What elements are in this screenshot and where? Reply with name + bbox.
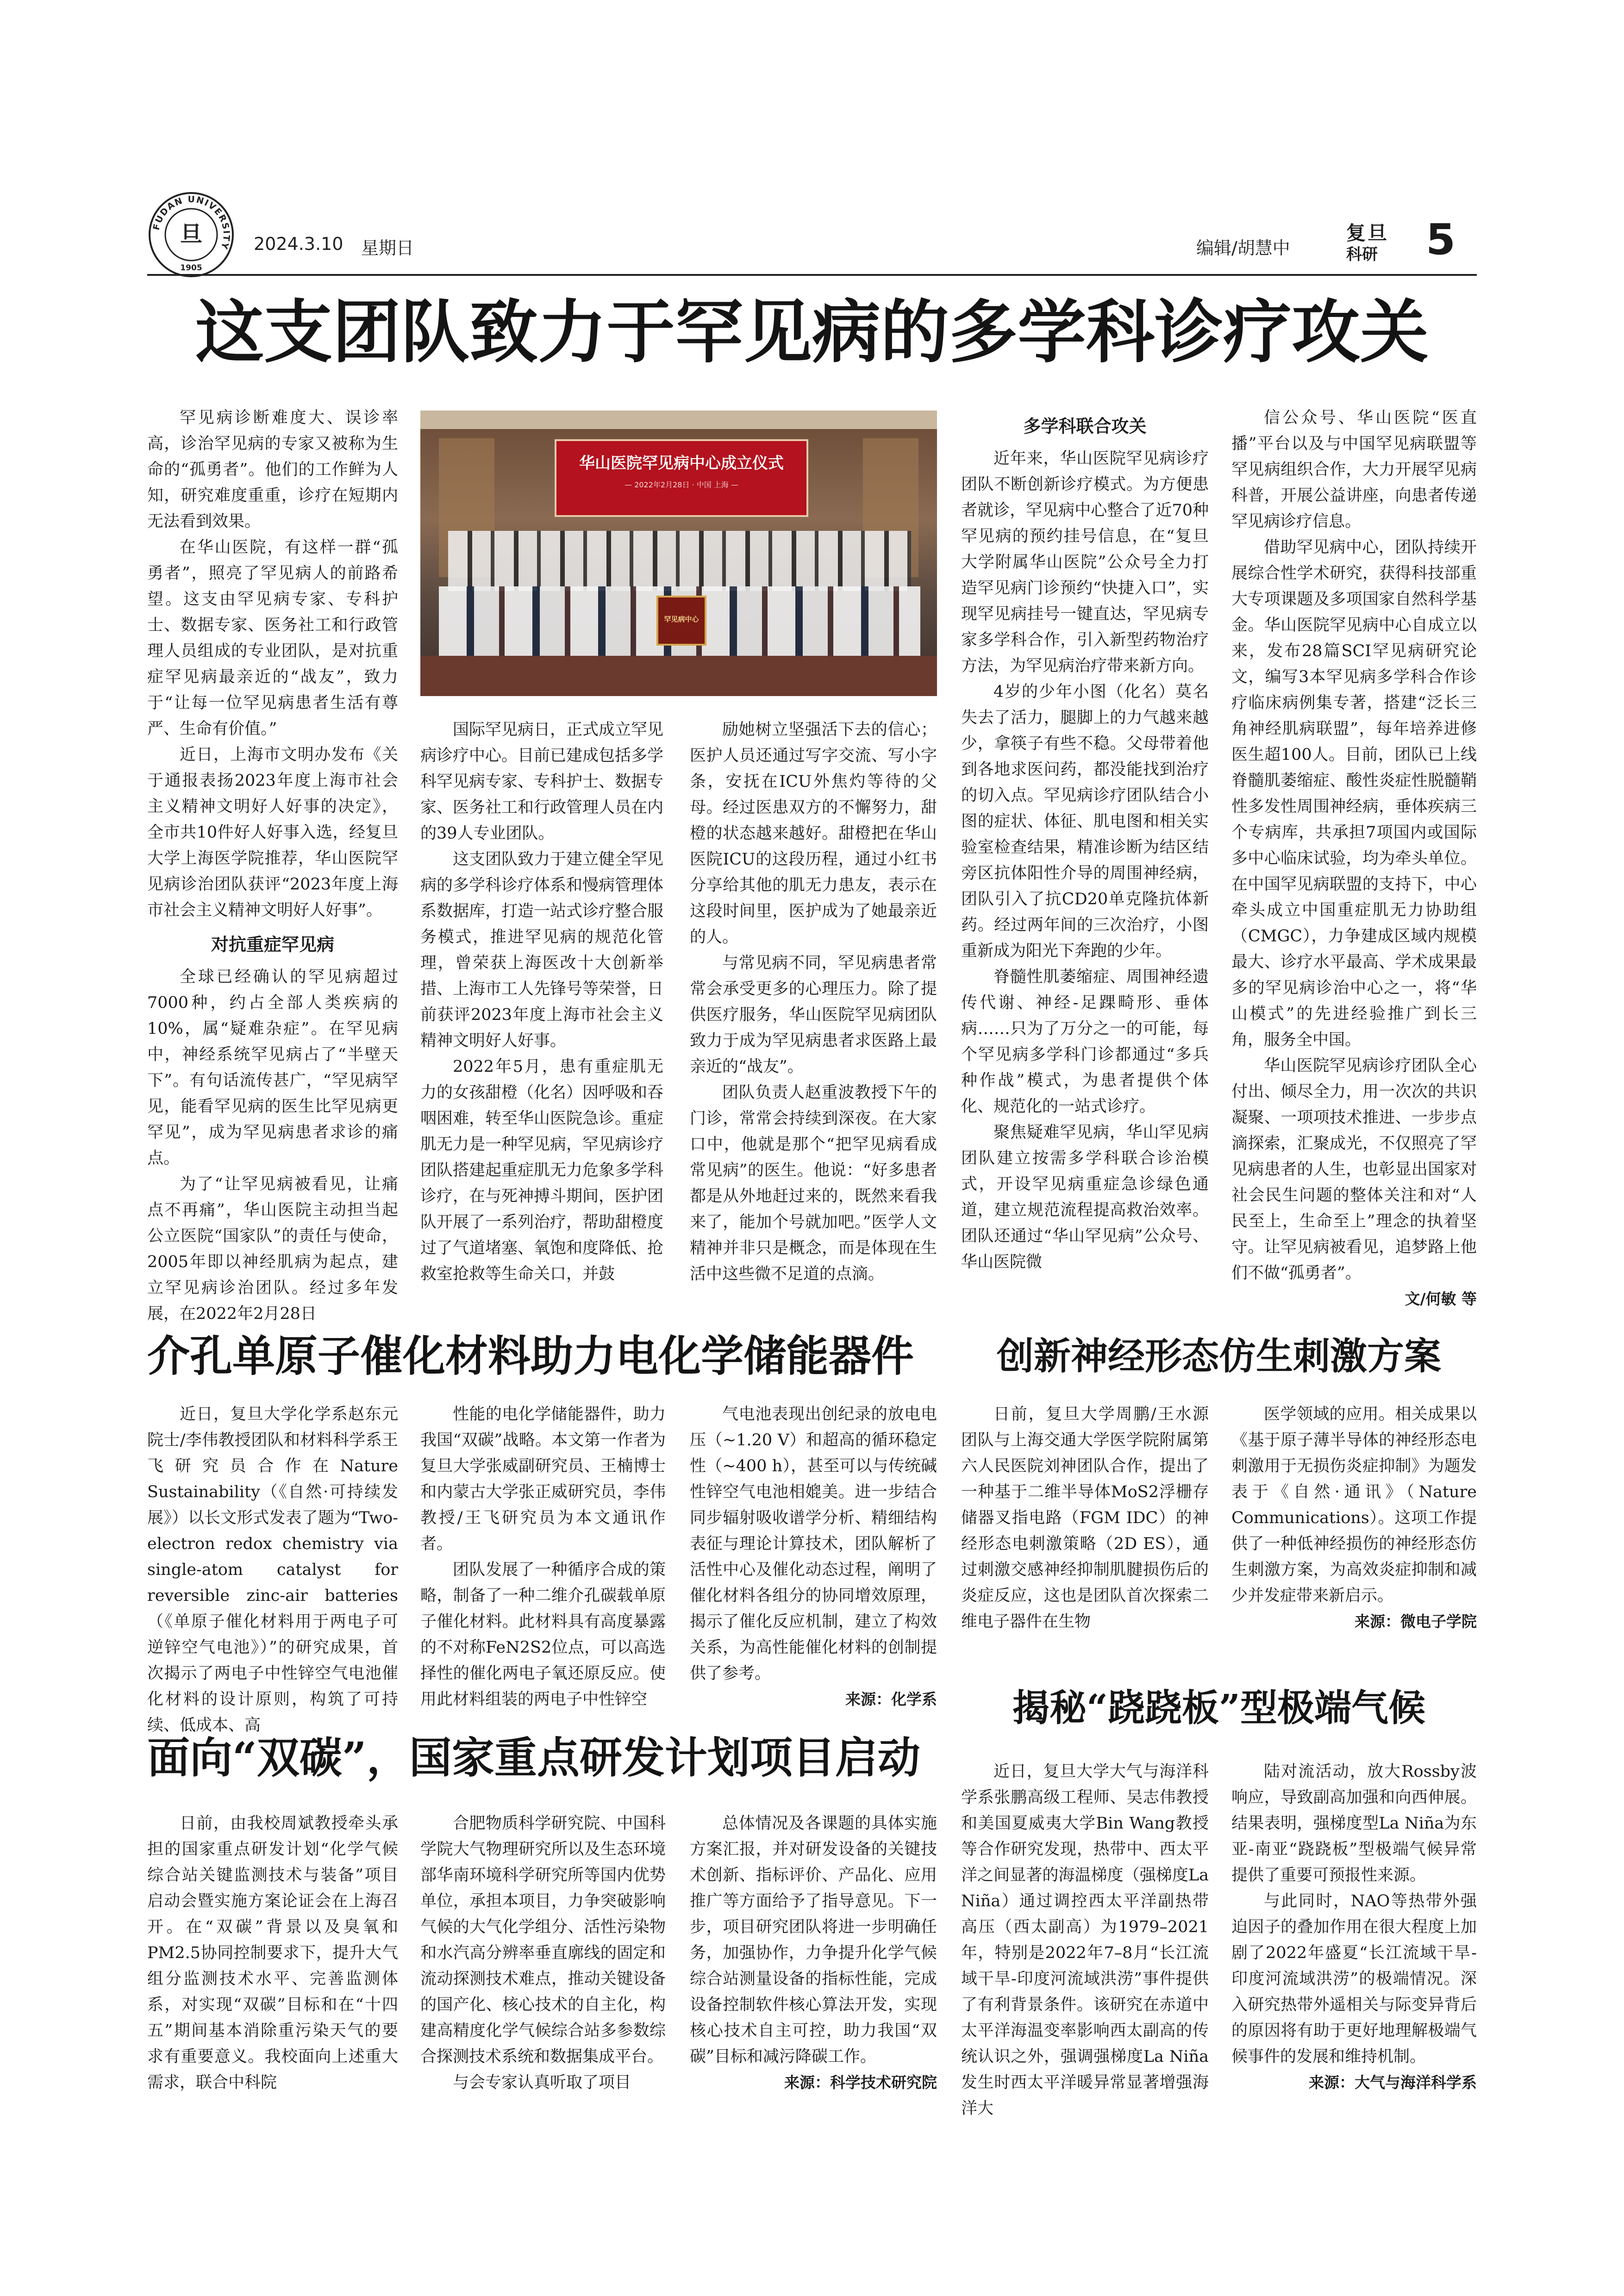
header-rule [147, 274, 1477, 276]
article-column [690, 1811, 937, 2096]
lead-paragraph: 团队负责人赵重波教授下午的门诊，常常会持续到深夜。在大家口中，他就是那个“把罕见病看成常见病”的医生。他说：“好多患者都是从外地赶过来的，既然来看我来了，能加个号就加吧。”医学人文精神并非只是概念，而是体现在生活中这些微不足道的点滴。 [690, 1083, 937, 1283]
lead-paragraph: 这支团队致力于建立健全罕见病的多学科诊疗体系和慢病管理体系数据库，打造一站式诊疗整合服务模式，推进罕见病的规范化管理，曾荣获上海医改十大创新举措、上海市工人先锋号等荣誉，日前获评2023年度上海市社会主义精神文明好人好事。 [420, 850, 664, 1050]
article-column [147, 1401, 398, 1738]
lead-paragraph: 4岁的少年小图（化名）莫名失去了活力，腿脚上的力气越来越少，拿筷子有些不稳。父母带着他到各地求医问药，都没能找到治疗的切入点。罕见病诊疗团队结合小图的症状、体征、肌电图和相关实验室检查结果，精准诊断为结区结旁区抗体阳性介导的周围神经病，团队引入了抗CD20单克隆抗体新药。经过两年间的三次治疗，小图重新成为阳光下奔跑的少年。 [961, 683, 1209, 960]
article-headline: 创新神经形态仿生刺激方案 [997, 1334, 1441, 1378]
lead-subheading: 多学科联合攻关 [1023, 416, 1147, 436]
article-paragraph: 与此同时，NAO等热带外强迫因子的叠加作用在很大程度上加剧了2022年盛夏“长江流域干旱-印度河流域洪涝”的极端情况。深入研究热带外遥相关与际变异背后的原因将有助于更好地理解极端气候事件的发展和维持机制。 [1231, 1892, 1477, 2066]
lead-paragraph: 罕见病诊断难度大、误诊率高，诊治罕见病的专家又被称为生命的“孤勇者”。他们的工作鲜为人知，研究难度重重，诊疗在短期内无法看到效果。 [147, 409, 398, 531]
award-plaque [656, 596, 706, 646]
issue-date: 2024.3.10 [254, 234, 344, 254]
lead-paragraph: 信公众号、华山医院“医直播”平台以及与中国罕见病联盟等罕见病组织合作，大力开展罕见病科普，开展公益讲座，向患者传递罕见病诊疗信息。 [1231, 409, 1477, 531]
svg-text:旦: 旦 [180, 221, 203, 247]
lead-column-5 [1231, 405, 1477, 1312]
ceremony-banner-subtitle: — 2022年2月28日 · 中国 上海 — [625, 480, 738, 489]
lead-column-4 [961, 405, 1209, 1275]
article-source: 来源：微电子学院 [1355, 1612, 1477, 1630]
lead-paragraph: 脊髓性肌萎缩症、周围神经遗传代谢、神经-足踝畸形、垂体病……只为了万分之一的可能，每个罕见病多学科门诊都通过“多兵种作战”模式，为患者提供个体化、规范化的一站式诊疗。 [961, 968, 1209, 1116]
lead-headline: 这支团队致力于罕见病的多学科诊疗攻关 [195, 292, 1429, 372]
lead-column-2 [420, 717, 663, 1287]
article-column [690, 1401, 937, 1712]
article-column [420, 1811, 666, 2096]
article-column [961, 1759, 1209, 2122]
lead-byline: 文/何敏 等 [1405, 1290, 1477, 1308]
article-paragraph: 气电池表现出创纪录的放电电压（~1.20 V）和超高的循环稳定性（~400 h），甚至可以与传统碱性锌空气电池相媲美。进一步结合同步辐射吸收谱学分析、精细结构表征与理论计算技术，团队解析了活性中心及催化动态过程，阐明了催化材料各组分的协同增效原理，揭示了催化反应机制，建立了构效关系，为高性能催化材料的创制提供了参考。 [690, 1405, 937, 1683]
article-paragraph: 陆对流活动，放大Rossby波响应，导致副高加强和向西伸展。结果表明，强梯度型La Niña为东亚-南亚“跷跷板”型极端气候异常提供了重要可预报性来源。 [1231, 1762, 1477, 1885]
lead-paragraph: 华山医院罕见病诊疗团队全心付出、倾尽全力，用一次次的共识凝聚、一项项技术推进、一步步点滴探索，汇聚成光，不仅照亮了罕见病患者的人生，也彰显出国家对社会民生问题的整体关注和对“人民至上，生命至上”理念的执着坚守。让罕见病被看见，追梦路上他们不做“孤勇者”。 [1231, 1057, 1477, 1282]
article-paragraph: 团队发展了一种循序合成的策略，制备了一种二维介孔碳载单原子催化材料。此材料具有高度暴露的不对称FeN2S2位点，可以高选择性的催化两电子氧还原反应。使用此材料组装的两电子中性锌空 [420, 1561, 666, 1709]
article-paragraph: 总体情况及各课题的具体实施方案汇报，并对研发设备的关键技术创新、指标评价、产品化、应用推广等方面给予了指导意见。下一步，项目研究团队将进一步明确任务，加强协作，力争提升化学气候综合站测量设备的指标性能，完成设备控制软件核心算法开发，实现核心技术自主可控，助力我国“双碳”目标和减污降碳工作。 [690, 1814, 937, 2066]
lead-paragraph: 与常见病不同，罕见病患者常常会承受更多的心理压力。除了提供医疗服务，华山医院罕见病团队致力于成为罕见病患者求医路上最亲近的“战友”。 [690, 954, 937, 1076]
issue-weekday: 星期日 [361, 238, 414, 258]
article-paragraph: 日前，由我校周斌教授牵头承担的国家重点研发计划“化学气候综合站关键监测技术与装备”项目启动会暨实施方案论证会在上海召开。在“双碳”背景以及臭氧和PM2.5协同控制要求下，提升大气组分监测技术水平、完善监测体系，对实现“双碳”目标和在“十四五”期间基本消除重污染天气的要求有重要意义。我校面向上述重大需求，联合中科院 [147, 1814, 398, 2092]
logo-year: 1905 [180, 263, 202, 273]
university-logo [147, 191, 235, 279]
article-paragraph: 合肥物质科学研究院、中国科学院大气物理研究所以及生态环境部华南环境科学研究所等国内优势单位，承担本项目，力争突破影响气候的大气化学组分、活性污染物和水汽高分辨率垂直廓线的固定和流动探测技术难点，推动关键设备的国产化、核心技术的自主化，构建高精度化学气候综合站多参数综合探测技术系统和数据集成平台。 [420, 1814, 666, 2066]
lead-paragraph: 近日，上海市文明办发布《关于通报表扬2023年度上海市社会主义精神文明好人好事的决定》，全市共10件好人好事入选，经复旦大学上海医学院推荐，华山医院罕见病诊治团队获评“2023年度上海市社会主义精神文明好人好事”。 [147, 746, 398, 920]
article-paragraph: 日前，复旦大学周鹏/王水源团队与上海交通大学医学院附属第六人民医院刘神团队合作，提出了一种基于二维半导体MoS2浮栅存储器叉指电路（FGM IDC）的神经形态电刺激策略（2D ES），通过刺激交感神经抑制肌腱损伤后的炎症反应，这也是团队首次探索二维电子器件在生物 [961, 1405, 1209, 1631]
lead-paragraph: 聚焦疑难罕见病，华山罕见病团队建立按需多学科联合诊治模式，开设罕见病重症急诊绿色通道，建立规范流程提高救治效率。团队还通过“华山罕见病”公众号、华山医院微 [961, 1123, 1209, 1271]
article-column [1231, 1759, 1477, 2096]
article-source: 来源：科学技术研究院 [784, 2073, 937, 2091]
lead-paragraph: 近年来，华山医院罕见病诊疗团队不断创新诊疗模式。为方便患者就诊，罕见病中心整合了近70种罕见病的预约挂号信息，在“复旦大学附属华山医院”公众号全力打造罕见病门诊预约“快捷入口”，实现罕见病挂号一键直达，罕见病专家多学科合作，引入新型药物治疗方法，为罕见病治疗带来新方向。 [961, 449, 1209, 675]
ceremony-banner [555, 439, 808, 517]
lead-paragraph: 国际罕见病日，正式成立罕见病诊疗中心。目前已建成包括多学科罕见病专家、专科护士、数据专家、医务社工和行政管理人员在内的39人专业团队。 [420, 721, 664, 843]
article-paragraph: 医学领域的应用。相关成果以《基于原子薄半导体的神经形态电刺激用于无损伤炎症抑制》为题发表于《自然·通讯》（Nature Communications）。这项工作提供了一种低神经损伤的神经形态仿生刺激方案，为高效炎症抑制和减少并发症带来新启示。 [1231, 1405, 1477, 1605]
article-source: 来源：大气与海洋科学系 [1309, 2073, 1477, 2091]
article-column [961, 1401, 1209, 1635]
lead-column-3 [690, 717, 937, 1287]
article-headline: 介孔单原子催化材料助力电化学储能器件 [147, 1331, 914, 1381]
article-column [147, 1811, 398, 2096]
team-photo [420, 411, 937, 696]
lead-paragraph: 励她树立坚强活下去的信心；医护人员还通过写字交流、写小字条，安抚在ICU外焦灼等待的父母。经过医患双方的不懈努力，甜橙的状态越来越好。甜橙把在华山医院ICU的这段历程，通过小红书分享给其他的肌无力患友，表示在这段时间里，医护成为了她最亲近的人。 [690, 721, 937, 946]
lead-paragraph: 2022年5月，患有重症肌无力的女孩甜橙（化名）因呼吸和吞咽困难，转至华山医院急诊。重症肌无力是一种罕见病，罕见病诊疗团队搭建起重症肌无力危象多学科诊疗，在与死神搏斗期间，医护团队开展了一系列治疗，帮助甜橙度过了气道堵塞、氧饱和度降低、抢救室抢救等生命关口，并鼓 [420, 1058, 664, 1283]
page-number: 5 [1426, 215, 1456, 264]
article-paragraph: 近日，复旦大学化学系赵东元院士/李伟教授团队和材料科学系王飞研究员合作在Nature Sustainability（《自然·可持续发展》）以长文形式发表了题为“Two-electron redox chemistry via single-atom catalyst for reversible zinc‐air batteries（《单原子催化材料用于两电子可逆锌空气电池》）”的研究成果，首次揭示了两电子中性锌空气电池催化材料的设计原则，构筑了可持续、低成本、高 [147, 1405, 398, 1735]
article-headline: 面向“双碳”，国家重点研发计划项目启动 [147, 1733, 920, 1783]
lead-paragraph: 借助罕见病中心，团队持续开展综合性学术研究，获得科技部重大专项课题及多项国家自然科学基金。华山医院罕见病中心自成立以来，发布28篇SCI罕见病研究论文，编写3本罕见病多学科合作诊疗临床病例集专著，搭建“泛长三角神经肌病联盟”，每年培养进修医生超100人。目前，团队已上线脊髓肌萎缩症、酸性炎症性脱髓鞘性多发性周围神经病，垂体疾病三个专病库，共承担7项国内或国际多中心临床试验，均为牵头单位。在中国罕见病联盟的支持下，中心牵头成立中国重症肌无力协助组（CMGC），力争建成区域内规模最大、诊疗水平最高、学术成果最多的罕见病诊治中心之一，将“华山模式”的先进经验推广到长三角，服务全中国。 [1231, 538, 1477, 1049]
article-column [1231, 1401, 1477, 1635]
article-column [420, 1401, 666, 1712]
section-name-bottom: 科研 [1346, 245, 1378, 264]
lead-paragraph: 为了“让罕见病被看见，让痛点不再痛”，华山医院主动担当起公立医院“国家队”的责任与使命，2005年即以神经肌病为起点，建立罕见病诊治团队。经过多年发展，在2022年2月28日 [147, 1175, 398, 1323]
article-headline: 揭秘“跷跷板”型极端气候 [1012, 1686, 1426, 1730]
page-editor: 编辑/胡慧中 [1196, 238, 1290, 258]
article-paragraph: 近日，复旦大学大气与海洋科学系张鹏高级工程师、吴志伟教授和美国夏威夷大学Bin Wang教授等合作研究发现，热带中、西太平洋之间显著的海温梯度（强梯度La Niña）通过调控西太平洋副热带高压（西太副高）为1979–2021年，特别是2022年7–8月“长江流域干旱-印度河流域洪涝”事件提供了有利背景条件。该研究在赤道中太平洋海温变率影响西太副高的传统认识之外，强调强梯度La Niña发生时西太平洋暖异常显著增强海洋大 [961, 1762, 1209, 2118]
award-plaque-label: 罕见病中心 [664, 615, 699, 623]
ceremony-banner-title: 华山医院罕见病中心成立仪式 [579, 454, 784, 473]
article-source: 来源：化学系 [845, 1690, 937, 1708]
article-paragraph: 与会专家认真听取了项目 [453, 2073, 631, 2092]
lead-subheading: 对抗重症罕见病 [211, 934, 334, 955]
logo-ring-text: FUDAN UNIVERSITY [151, 194, 232, 251]
section-name-top: 复旦 [1346, 222, 1389, 244]
lead-paragraph: 在华山医院，有这样一群“孤勇者”，照亮了罕见病人的前路希望。这支由罕见病专家、专科护士、数据专家、医务社工和行政管理人员组成的专业团队，是对抗重症罕见病最亲近的“战友”，致力于“让每一位罕见病患者生活有尊严、生命有价值。” [147, 538, 398, 738]
lead-column-1 [147, 405, 398, 1327]
article-paragraph: 性能的电化学储能器件，助力我国“双碳”战略。本文第一作者为复旦大学张威副研究员、王楠博士和内蒙古大学张正威研究员，李伟教授/王飞研究员为本文通讯作者。 [420, 1405, 666, 1553]
lead-paragraph: 全球已经确认的罕见病超过7000种，约占全部人类疾病的10%，属“疑难杂症”。在罕见病中，神经系统罕见病占了“半壁天下”。有句话流传甚广，“罕见病罕见，能看罕见病的医生比罕见病更罕见”，成为罕见病患者求诊的痛点。 [147, 968, 398, 1168]
